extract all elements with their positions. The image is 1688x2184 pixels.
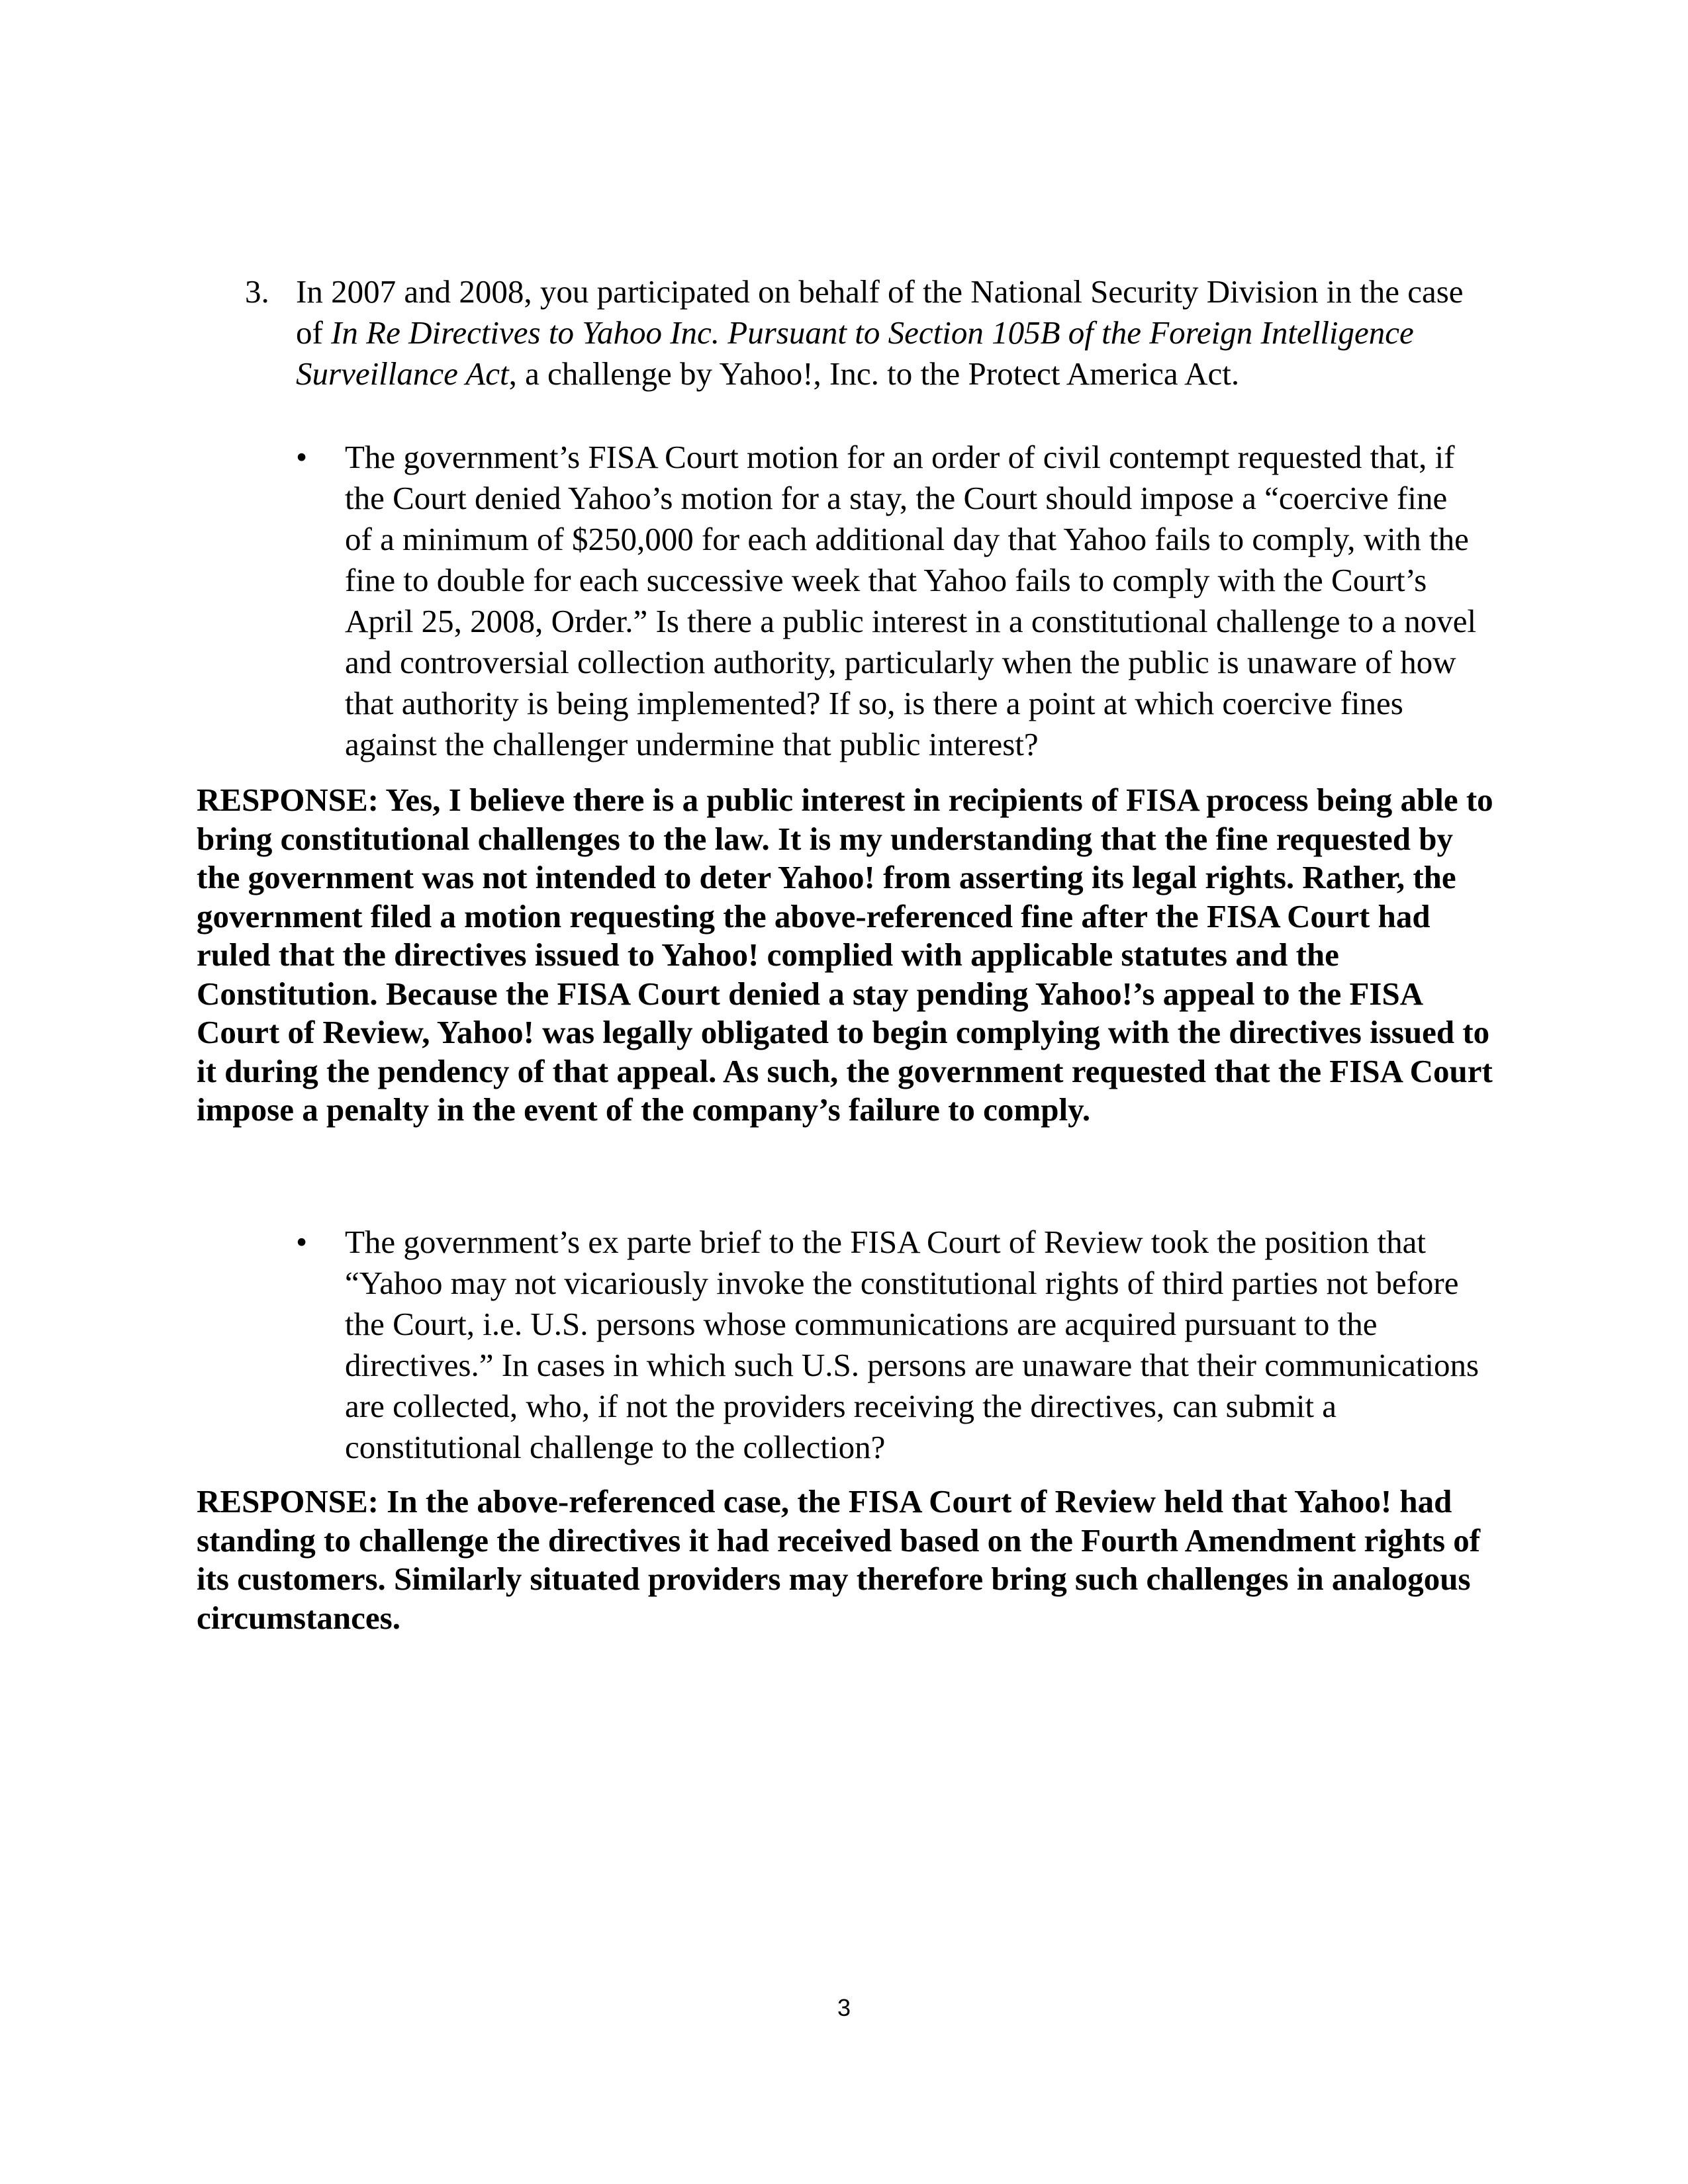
question-text (296, 271, 1481, 394)
question-number: 3. (245, 273, 269, 310)
page-number: 3 (837, 1994, 851, 2021)
bullet-text: The government’s ex parte brief to the FISA Court of Review took the position that “Yahoo may not vicariously invoke the constitutional rights of third parties not before the Court, i.e. U.S. persons whose communications are acquired pursuant to the directives.” In cases in which such U.S. persons are unaware that their communications are collected, who, if not the providers receiving the directives, can submit a constitutional challenge to the collection? (345, 1224, 1479, 1465)
question-text-after: , a challenge by Yahoo!, Inc. to the Protect America Act. (508, 355, 1240, 392)
bullet-icon: • (296, 439, 308, 475)
response-1: RESPONSE: Yes, I believe there is a public interest in recipients of FISA process being able to bring constitutional challenges to the law. It is my understanding that the fine requested by the government was not intended to deter Yahoo! from asserting its legal rights. Rather, the government filed a motion requesting the above-referenced fine after the FISA Court had ruled that the directives issued to Yahoo! complied with applicable statutes and the Constitution. Because the FISA Court denied a stay pending Yahoo!’s appeal to the FISA Court of Review, Yahoo! was legally obligated to begin complying with the directives issued to it during the pendency of that appeal. As such, the government requested that the FISA Court impose a penalty in the event of the company’s failure to comply. (197, 782, 1493, 1128)
bullet-icon: • (296, 1224, 308, 1260)
question-text-before: In 2007 and 2008, you participated on behalf of the National Security Division in the case of (296, 273, 1464, 351)
case-title: In Re Directives to Yahoo Inc. Pursuant to Section 105B of the Foreign Intelligence Surveillance Act (296, 314, 1414, 392)
bullet-text: The government’s FISA Court motion for an order of civil contempt requested that, if the Court denied Yahoo’s motion for a stay, the Court should impose a “coercive fine of a minimum of $250,000 for each additional day that Yahoo fails to comply, with the fine to double for each successive week that Yahoo fails to comply with the Court’s April 25, 2008, Order.” Is there a public interest in a constitutional challenge to a novel and controversial collection authority, particularly when the public is unaware of how that authority is being implemented? If so, is there a point at which coercive fines against the challenger undermine that public interest? (345, 439, 1477, 762)
response-2: RESPONSE: In the above-referenced case, the FISA Court of Review held that Yahoo! had standing to challenge the directives it had received based on the Fourth Amendment rights of its customers. Similarly situated providers may therefore bring such challenges in analogous circumstances. (197, 1483, 1481, 1636)
